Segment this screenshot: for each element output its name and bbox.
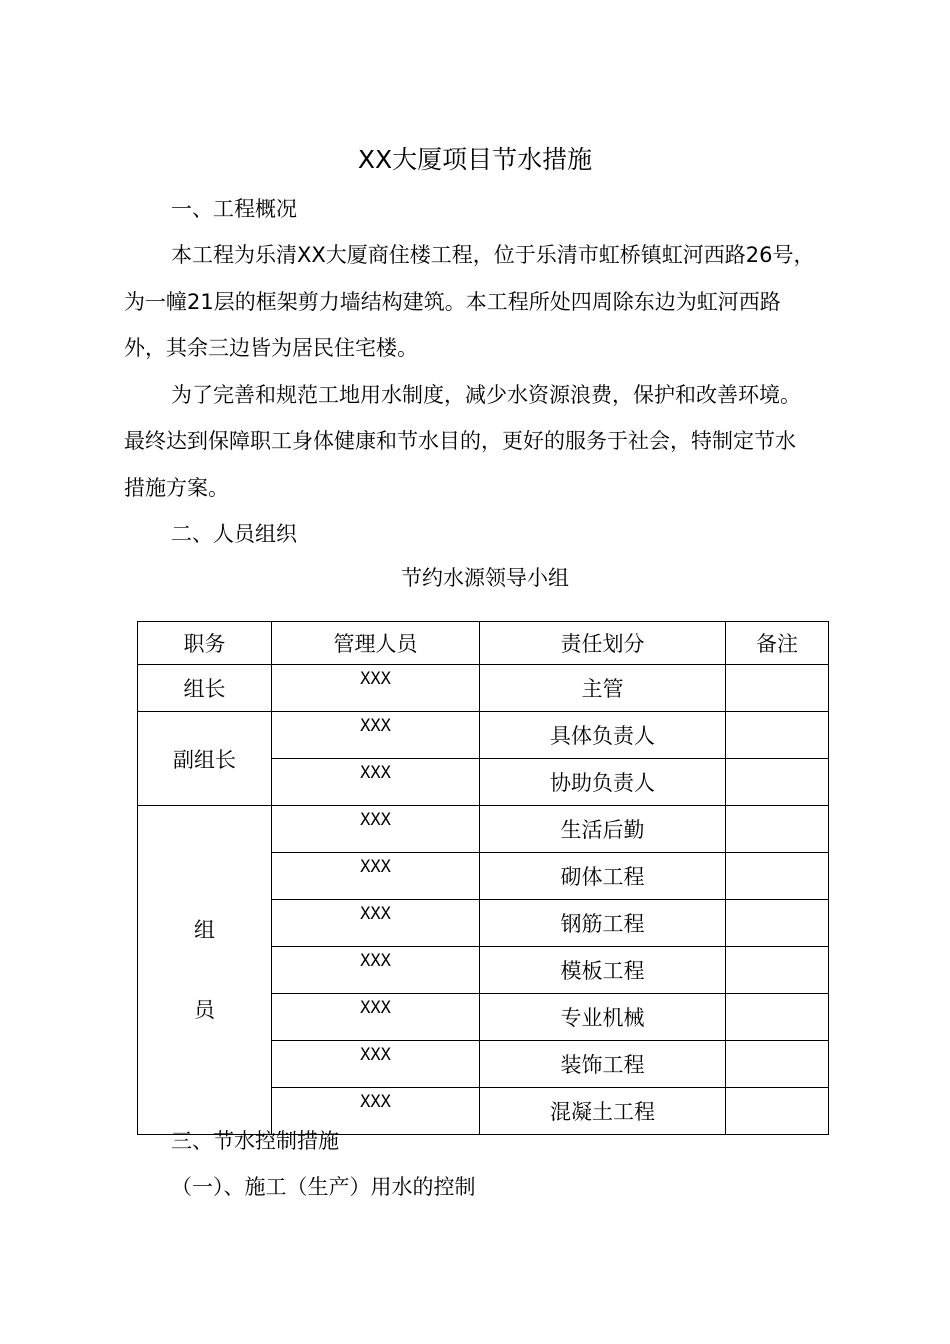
- header-manager: 管理人员: [272, 622, 480, 665]
- document-title: XX大厦项目节水措施: [357, 145, 593, 174]
- remark-cell: [726, 1088, 829, 1135]
- duty-cell: 钢筋工程: [480, 900, 726, 947]
- section-heading-personnel: 二、人员组织: [171, 522, 297, 546]
- paragraph-line: 最终达到保障职工身体健康和节水目的，更好的服务于社会，特制定节水: [124, 429, 796, 453]
- member-role-char: 员: [194, 998, 215, 1022]
- table-row: [138, 665, 829, 712]
- duty-cell: 专业机械: [480, 994, 726, 1041]
- manager-cell: XXX: [272, 994, 480, 1041]
- duty-cell: 生活后勤: [480, 806, 726, 853]
- manager-cell: XXX: [272, 853, 480, 900]
- duty-cell: 装饰工程: [480, 1041, 726, 1088]
- manager-cell: XXX: [272, 806, 480, 853]
- role-cell: 组长: [138, 665, 272, 712]
- leadership-group-table: [137, 621, 829, 1135]
- remark-cell: [726, 947, 829, 994]
- table-header-row: [138, 622, 829, 665]
- duty-cell: 具体负责人: [480, 712, 726, 759]
- subsection-heading: （一）、施工（生产）用水的控制: [171, 1175, 476, 1199]
- manager-cell: XXX: [272, 947, 480, 994]
- manager-cell: XXX: [272, 759, 480, 806]
- remark-cell: [726, 665, 829, 712]
- section-heading-overview: 一、工程概况: [171, 197, 297, 221]
- manager-cell: XXX: [272, 900, 480, 947]
- paragraph-line: 本工程为乐清XX大厦商住楼工程，位于乐清市虹桥镇虹河西路26号，: [171, 243, 815, 267]
- remark-cell: [726, 759, 829, 806]
- table-row: [138, 712, 829, 759]
- remark-cell: [726, 1041, 829, 1088]
- section-heading-measures: 三、节水控制措施: [171, 1129, 339, 1153]
- header-duty: 责任划分: [480, 622, 726, 665]
- remark-cell: [726, 806, 829, 853]
- paragraph-line: 措施方案。: [124, 476, 229, 500]
- table-caption: 节约水源领导小组: [401, 566, 569, 590]
- remark-cell: [726, 900, 829, 947]
- remark-cell: [726, 712, 829, 759]
- manager-cell: XXX: [272, 1041, 480, 1088]
- duty-cell: 砌体工程: [480, 853, 726, 900]
- header-position: 职务: [138, 622, 272, 665]
- duty-cell: 主管: [480, 665, 726, 712]
- paragraph-line: 为一幢21层的框架剪力墙结构建筑。本工程所处四周除东边为虹河西路: [124, 290, 781, 314]
- manager-cell: XXX: [272, 1088, 480, 1135]
- duty-cell: 模板工程: [480, 947, 726, 994]
- table-row: [138, 806, 829, 853]
- remark-cell: [726, 994, 829, 1041]
- member-role-char: 组: [194, 918, 215, 942]
- role-cell-members: [138, 806, 272, 1135]
- role-cell: 副组长: [138, 712, 272, 806]
- duty-cell: 混凝土工程: [480, 1088, 726, 1135]
- header-remark: 备注: [726, 622, 829, 665]
- paragraph-line: 为了完善和规范工地用水制度，减少水资源浪费，保护和改善环境。: [171, 383, 801, 407]
- manager-cell: XXX: [272, 665, 480, 712]
- remark-cell: [726, 853, 829, 900]
- paragraph-line: 外，其余三边皆为居民住宅楼。: [124, 336, 418, 360]
- manager-cell: XXX: [272, 712, 480, 759]
- duty-cell: 协助负责人: [480, 759, 726, 806]
